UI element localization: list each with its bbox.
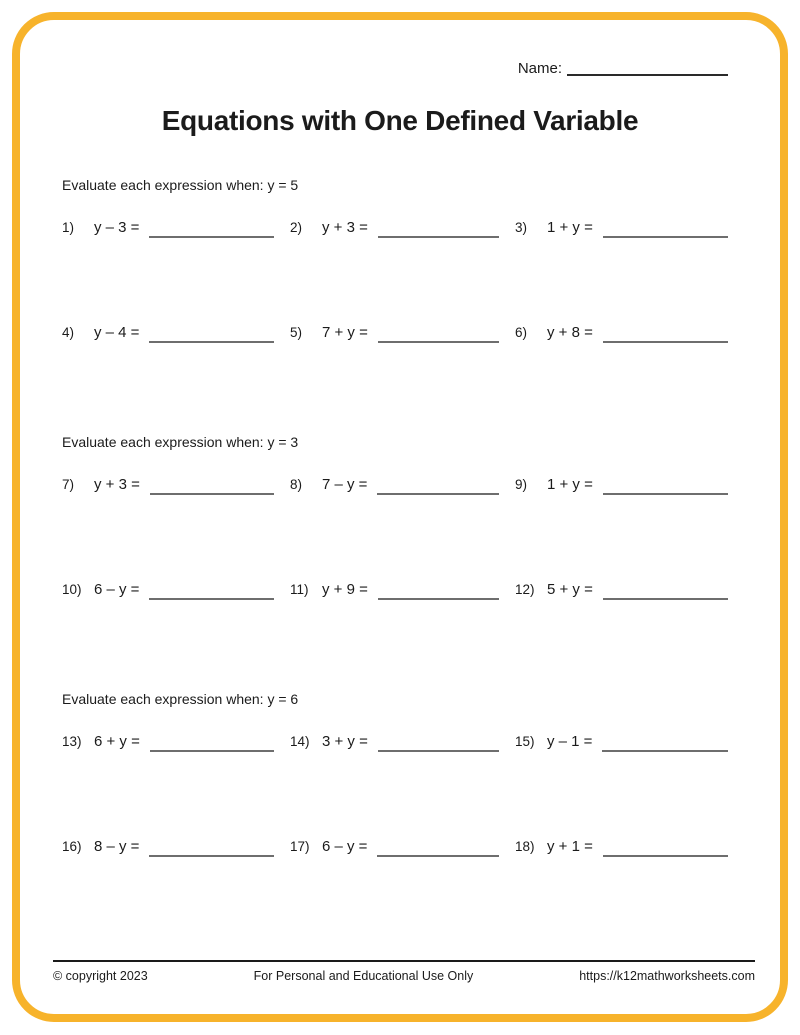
problem-10: [62, 577, 290, 599]
problem-expression: y + 9 =: [322, 581, 368, 598]
problem-row: [62, 215, 728, 237]
page-title: Equations with One Defined Variable: [161, 105, 639, 136]
problem-expression: y + 8 =: [547, 324, 593, 341]
section-y-equals-3: [62, 433, 728, 599]
problem-11: [290, 577, 515, 599]
problem-expression: 6 – y =: [94, 581, 140, 598]
problem-row: [62, 472, 728, 494]
problem-number: 12): [515, 581, 535, 597]
answer-blank[interactable]: [378, 598, 499, 600]
problem-number: 18): [515, 838, 535, 854]
name-label: Name:: [517, 60, 562, 77]
problem-15: [515, 729, 728, 751]
footer: [53, 960, 755, 983]
problem-number: 14): [290, 733, 310, 749]
answer-blank[interactable]: [150, 493, 274, 495]
answer-blank[interactable]: [603, 855, 728, 857]
problem-number: 15): [515, 733, 535, 749]
problem-number: 17): [290, 838, 310, 854]
problem-14: [290, 729, 515, 751]
problem-number: 8): [290, 476, 303, 492]
problem-expression: y – 4 =: [94, 324, 140, 341]
problem-expression: y – 1 =: [547, 733, 593, 750]
problem-expression: 6 + y =: [94, 733, 140, 750]
name-row: [518, 60, 728, 78]
problem-number: 11): [290, 581, 309, 597]
problem-1: [62, 215, 290, 237]
problem-8: [290, 472, 515, 494]
answer-blank[interactable]: [377, 855, 499, 857]
problem-expression: 5 + y =: [547, 581, 593, 598]
problem-number: 1): [62, 219, 75, 235]
problem-expression: 8 – y =: [94, 838, 140, 855]
answer-blank[interactable]: [602, 750, 728, 752]
problem-number: 2): [290, 219, 303, 235]
answer-blank[interactable]: [149, 236, 274, 238]
problem-number: 16): [62, 838, 82, 854]
problem-number: 6): [515, 324, 528, 340]
problem-expression: 7 + y =: [322, 324, 368, 341]
problem-2: [290, 215, 515, 237]
answer-blank[interactable]: [378, 750, 499, 752]
problem-number: 5): [290, 324, 303, 340]
problem-18: [515, 834, 728, 856]
section-y-equals-5: [62, 176, 728, 342]
answer-blank[interactable]: [603, 598, 728, 600]
problem-row: [62, 320, 728, 342]
section-instruction: Evaluate each expression when: y = 5: [62, 177, 299, 193]
problem-expression: y + 3 =: [322, 219, 368, 236]
problem-number: 10): [62, 581, 82, 597]
problem-expression: 7 – y =: [322, 476, 368, 493]
problem-6: [515, 320, 728, 342]
problem-9: [515, 472, 728, 494]
problem-expression: y + 3 =: [94, 476, 140, 493]
answer-blank[interactable]: [378, 236, 499, 238]
problem-row: [62, 729, 728, 751]
answer-blank[interactable]: [149, 341, 274, 343]
sections-container: [62, 176, 728, 856]
answer-blank[interactable]: [603, 341, 728, 343]
section-y-equals-6: [62, 690, 728, 856]
problem-7: [62, 472, 290, 494]
problem-5: [290, 320, 515, 342]
problem-row: [62, 834, 728, 856]
problem-3: [515, 215, 728, 237]
problem-expression: 1 + y =: [547, 476, 593, 493]
name-blank-line[interactable]: [567, 74, 728, 76]
section-instruction: Evaluate each expression when: y = 6: [62, 691, 299, 707]
problem-expression: y – 3 =: [94, 219, 140, 236]
website-url[interactable]: https://k12mathworksheets.com: [579, 969, 755, 983]
problem-13: [62, 729, 290, 751]
answer-blank[interactable]: [378, 341, 499, 343]
answer-blank[interactable]: [150, 750, 274, 752]
answer-blank[interactable]: [149, 598, 274, 600]
problem-12: [515, 577, 728, 599]
problem-expression: y + 1 =: [547, 838, 593, 855]
problem-number: 4): [62, 324, 75, 340]
usage-text: For Personal and Educational Use Only: [253, 969, 474, 983]
problem-number: 9): [515, 476, 528, 492]
problem-row: [62, 577, 728, 599]
problem-number: 7): [62, 476, 75, 492]
section-instruction: Evaluate each expression when: y = 3: [62, 434, 299, 450]
problem-4: [62, 320, 290, 342]
footer-divider: [53, 960, 755, 962]
problem-expression: 1 + y =: [547, 219, 593, 236]
problem-expression: 6 – y =: [322, 838, 368, 855]
problem-number: 13): [62, 733, 82, 749]
problem-17: [290, 834, 515, 856]
problem-expression: 3 + y =: [322, 733, 368, 750]
copyright-text: © copyright 2023: [53, 969, 148, 983]
problem-number: 3): [515, 219, 528, 235]
answer-blank[interactable]: [603, 493, 728, 495]
problem-16: [62, 834, 290, 856]
answer-blank[interactable]: [377, 493, 499, 495]
answer-blank[interactable]: [149, 855, 274, 857]
answer-blank[interactable]: [603, 236, 728, 238]
